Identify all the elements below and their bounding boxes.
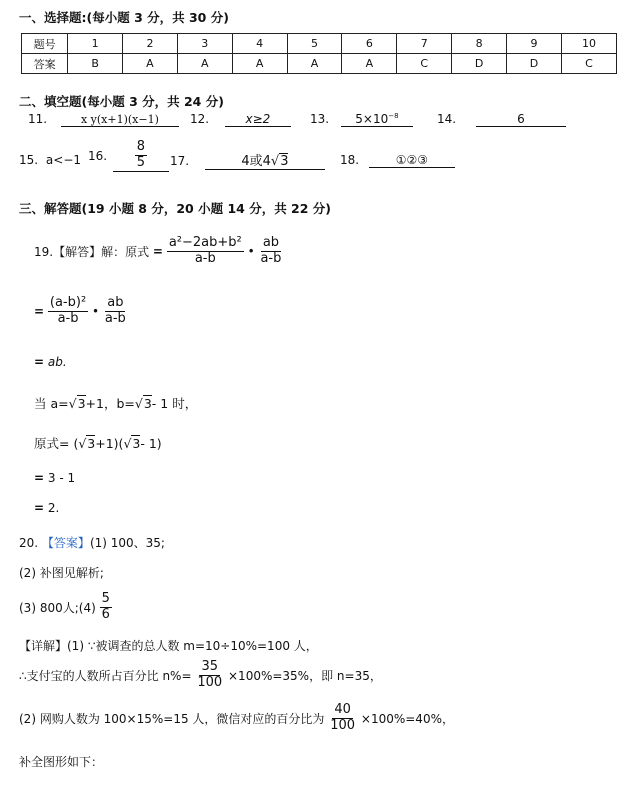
q13-number: 13. — [310, 112, 330, 126]
q20-detail: 【详解】(1) ∵被调查的总人数 m=10÷10%=100 人， — [19, 639, 318, 653]
table-cell-number: 6 — [342, 34, 397, 54]
radicand: 3 — [87, 436, 96, 451]
q14-answer: 6 — [476, 112, 566, 127]
equals-sign: = — [34, 355, 45, 369]
q19-line5-a: 原式= ( — [34, 436, 79, 451]
fraction-denominator: a-b — [260, 250, 282, 266]
q11-answer: x y(x+1)(x−1) — [61, 113, 179, 127]
multiply-dot: • — [247, 244, 255, 259]
q11 — [28, 112, 179, 127]
section1-title: 一、选择题:(每小题 3 分，共 30 分) — [19, 10, 229, 25]
q20-a3: (3) 800人;(4) — [19, 600, 96, 615]
q18-number: 18. — [340, 153, 360, 167]
answer-tag: 【答案】 — [41, 536, 90, 550]
q13-answer-base: 5×10 — [355, 112, 389, 126]
table-cell-answer: A — [287, 54, 342, 74]
radical-sign: √ — [270, 154, 280, 169]
radicand: 3 — [280, 154, 289, 169]
fraction — [258, 236, 283, 267]
fraction — [100, 592, 112, 623]
q19-line7-text: 2. — [47, 501, 60, 515]
q20-a1: (1) 100、35; — [89, 536, 165, 550]
table-row — [22, 34, 617, 54]
radicand: 3 — [132, 436, 141, 451]
q19-line7 — [34, 501, 59, 515]
fraction-denominator: a-b — [57, 310, 79, 326]
fraction — [195, 660, 224, 691]
q12-answer: x≥2 — [225, 112, 291, 127]
q19-line5-b: +1)( — [95, 436, 124, 451]
fraction-numerator: 35 — [201, 659, 219, 674]
q19-line4-b: +1，b= — [85, 396, 135, 411]
fraction-denominator: 6 — [101, 606, 110, 622]
table-answer-label: 答案 — [22, 54, 68, 74]
q17-number: 17. — [170, 154, 190, 168]
q15 — [19, 153, 81, 167]
fraction — [103, 296, 128, 327]
q13-answer-exponent: −8 — [388, 112, 399, 120]
table-cell-number: 7 — [397, 34, 452, 54]
fraction-denominator: 100 — [330, 717, 356, 733]
table-cell-answer: C — [397, 54, 452, 74]
table-cell-number: 2 — [123, 34, 178, 54]
q17-answer-text: 4或4 — [241, 154, 271, 169]
q20-net-line — [19, 703, 454, 734]
table-cell-answer: B — [68, 54, 123, 74]
q15-answer: a<−1 — [45, 153, 82, 167]
q16-number: 16. — [88, 148, 108, 163]
equals-sign: = — [152, 244, 163, 259]
fraction-numerator: 8 — [136, 139, 146, 154]
table-cell-number: 9 — [507, 34, 562, 54]
equals-sign: = — [34, 304, 45, 319]
radicand: 3 — [77, 396, 86, 411]
table-cell-number: 4 — [232, 34, 287, 54]
fraction-denominator: a-b — [194, 250, 216, 266]
table-cell-number: 8 — [452, 34, 507, 54]
q20-net-post: ×100%=40%， — [360, 711, 454, 726]
table-cell-answer: A — [232, 54, 287, 74]
fraction-numerator: ab — [262, 235, 280, 250]
q12 — [190, 112, 291, 127]
fraction-denominator: a-b — [104, 310, 126, 326]
q19-line3-text: ab. — [47, 355, 67, 369]
q20-number: 20. — [19, 536, 39, 550]
section2-title: 二、填空题(每小题 3 分，共 24 分) — [19, 94, 224, 109]
q20-complete: 补全图形如下： — [19, 755, 104, 769]
q19-line5 — [34, 434, 162, 452]
table-cell-answer: C — [561, 54, 616, 74]
q13-answer — [341, 112, 413, 127]
q17-answer — [205, 150, 325, 170]
table-header-label: 题号 — [22, 34, 68, 54]
fraction — [328, 703, 357, 734]
q19-line2 — [34, 296, 128, 327]
radical-sign: √ — [123, 436, 132, 451]
q19-line4 — [34, 394, 197, 412]
q18 — [340, 153, 455, 168]
fraction-numerator: a²−2ab+b² — [168, 235, 242, 250]
radical-sign: √ — [134, 396, 143, 411]
q13 — [310, 112, 413, 127]
q16-answer — [113, 140, 169, 172]
fraction-numerator: (a-b)² — [49, 295, 87, 310]
table-cell-answer: A — [123, 54, 178, 74]
q16 — [88, 140, 169, 172]
q20-net-pre: (2) 网购人数为 100×15%=15 人，微信对应的百分比为 — [19, 711, 325, 726]
q19-line4-a: 当 a= — [34, 396, 69, 411]
table-row — [22, 54, 617, 74]
fraction-denominator: 100 — [197, 674, 223, 690]
q12-number: 12. — [190, 112, 210, 126]
table-cell-number: 5 — [287, 34, 342, 54]
multiply-dot: • — [91, 304, 100, 319]
table-cell-number: 1 — [68, 34, 123, 54]
table-cell-number: 3 — [177, 34, 232, 54]
q20-pay-pre: ∴支付宝的人数所占百分比 n%= — [19, 668, 192, 683]
q19-prefix: 19.【解答】解：原式 — [34, 244, 150, 259]
fraction — [167, 236, 244, 267]
q19-line3 — [34, 355, 67, 369]
q20-a2: (2) 补图见解析; — [19, 566, 104, 580]
radical-sign: √ — [78, 436, 87, 451]
section3-title: 三、解答题(19 小题 8 分，20 小题 14 分，共 22 分) — [19, 201, 332, 216]
q17 — [170, 150, 325, 170]
q16-fraction — [135, 140, 147, 171]
q18-answer: ①②③ — [369, 153, 455, 168]
q20-a3-line — [19, 592, 112, 623]
fraction-numerator: 5 — [101, 591, 110, 606]
table-cell-answer: A — [177, 54, 232, 74]
fraction-numerator: 40 — [334, 702, 351, 717]
q19-line6-text: 3 - 1 — [47, 471, 76, 485]
q14-number: 14. — [437, 112, 457, 126]
q20-pay-post: ×100%=35%，即 n=35， — [228, 668, 382, 683]
table-cell-answer: D — [452, 54, 507, 74]
radical-sign: √ — [68, 396, 77, 411]
q20-answer-line — [19, 534, 165, 551]
table-cell-answer: D — [507, 54, 562, 74]
q19-line5-c: - 1) — [140, 436, 162, 451]
fraction — [48, 296, 88, 327]
q11-number: 11. — [28, 112, 48, 126]
q19-line6 — [34, 471, 75, 485]
q14 — [437, 112, 566, 127]
q15-number: 15. — [19, 153, 39, 167]
q19-line1 — [34, 236, 283, 267]
fraction-numerator: ab — [107, 295, 124, 310]
fraction-denominator: 5 — [136, 154, 146, 170]
answer-table — [21, 33, 617, 74]
equals-sign: = — [34, 501, 45, 515]
q20-pay-line — [19, 660, 382, 691]
table-cell-number: 10 — [561, 34, 616, 54]
radicand: 3 — [143, 396, 152, 411]
table-cell-answer: A — [342, 54, 397, 74]
q19-line4-c: - 1 时， — [151, 396, 198, 411]
equals-sign: = — [34, 471, 45, 485]
